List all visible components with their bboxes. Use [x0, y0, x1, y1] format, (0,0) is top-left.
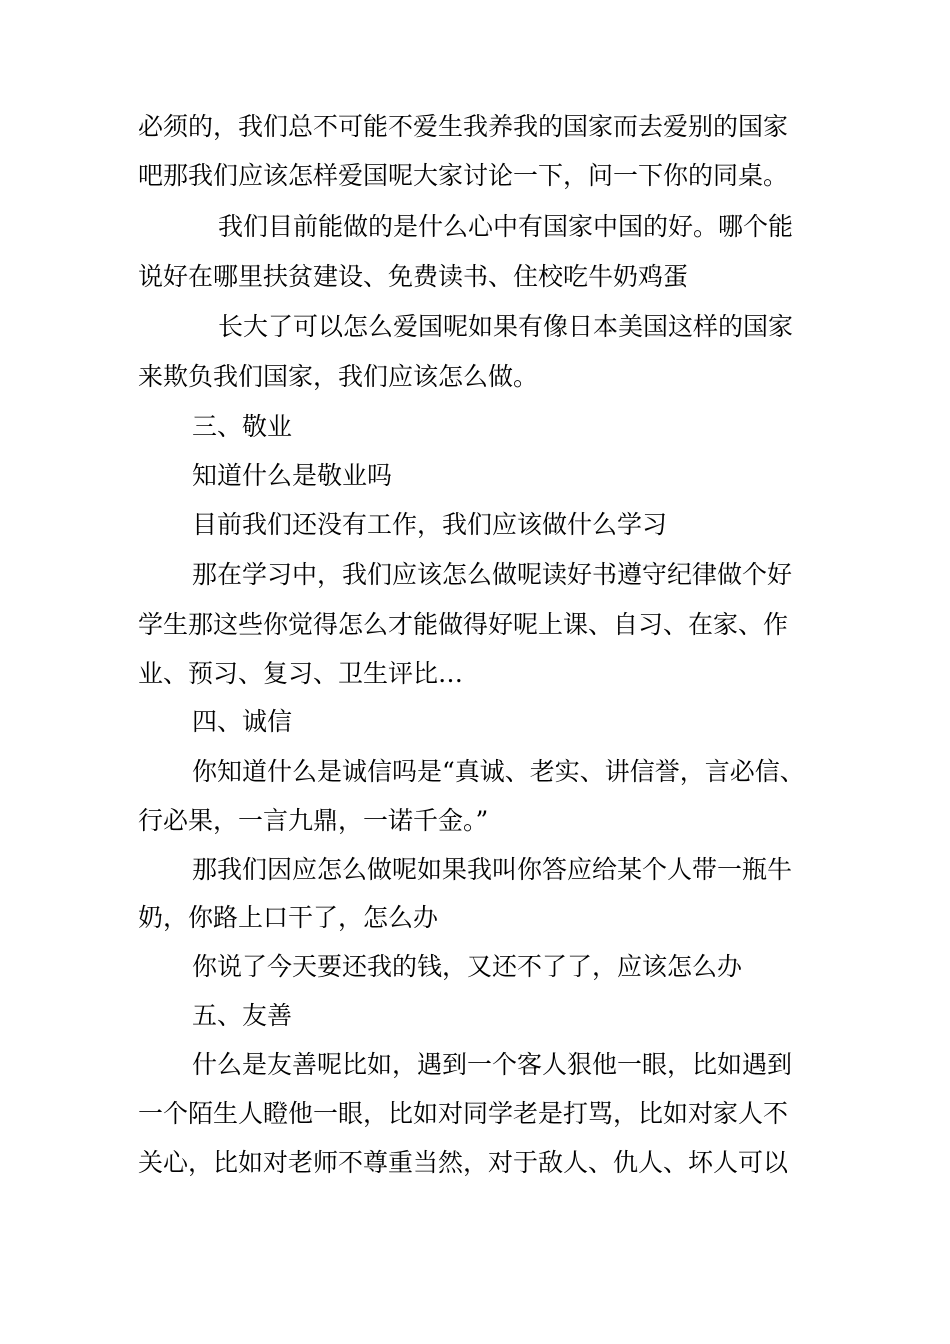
text-line: 一个陌生人瞪他一眼，比如对同学老是打骂，比如对家人不 — [138, 1099, 789, 1128]
text-line: 那我们因应怎么做呢如果我叫你答应给某个人带一瓶牛 — [192, 855, 793, 884]
text-line: 知道什么是敬业吗 — [192, 461, 393, 490]
text-line: 业、预习、复习、卫生评比… — [138, 659, 464, 688]
text-line: 行必果，一言九鼎，一诺千金。” — [138, 806, 489, 835]
text-line: 你知道什么是诚信吗是“真诚、老实、讲信誉，言必信、 — [192, 757, 805, 786]
section-heading: 四、诚信 — [192, 707, 293, 736]
text-line: 什么是友善呢比如，遇到一个客人狠他一眼，比如遇到 — [192, 1050, 793, 1079]
text-line: 学生那这些你觉得怎么才能做得好呢上课、自习、在家、作 — [138, 610, 789, 639]
text-line: 长大了可以怎么爱国呢如果有像日本美国这样的国家 — [218, 312, 794, 341]
section-heading: 五、友善 — [192, 1001, 293, 1030]
text-line: 吧那我们应该怎样爱国呢大家讨论一下，问一下你的同桌。 — [138, 161, 789, 190]
text-line: 说好在哪里扶贫建设、免费读书、住校吃牛奶鸡蛋 — [138, 262, 689, 291]
text-line: 来欺负我们国家，我们应该怎么做。 — [138, 362, 539, 391]
text-line: 关心，比如对老师不尊重当然，对于敌人、仇人、坏人可以 — [138, 1148, 789, 1177]
text-line: 奶，你路上口干了，怎么办 — [138, 903, 439, 932]
text-line: 你说了今天要还我的钱，又还不了了，应该怎么办 — [192, 952, 743, 981]
text-line: 目前我们还没有工作，我们应该做什么学习 — [192, 510, 668, 539]
text-line: 那在学习中，我们应该怎么做呢读好书遵守纪律做个好 — [192, 560, 793, 589]
text-line: 必须的，我们总不可能不爱生我养我的国家而去爱别的国家 — [138, 112, 789, 141]
text-line: 我们目前能做的是什么心中有国家中国的好。哪个能 — [218, 212, 794, 241]
section-heading: 三、敬业 — [192, 412, 293, 441]
